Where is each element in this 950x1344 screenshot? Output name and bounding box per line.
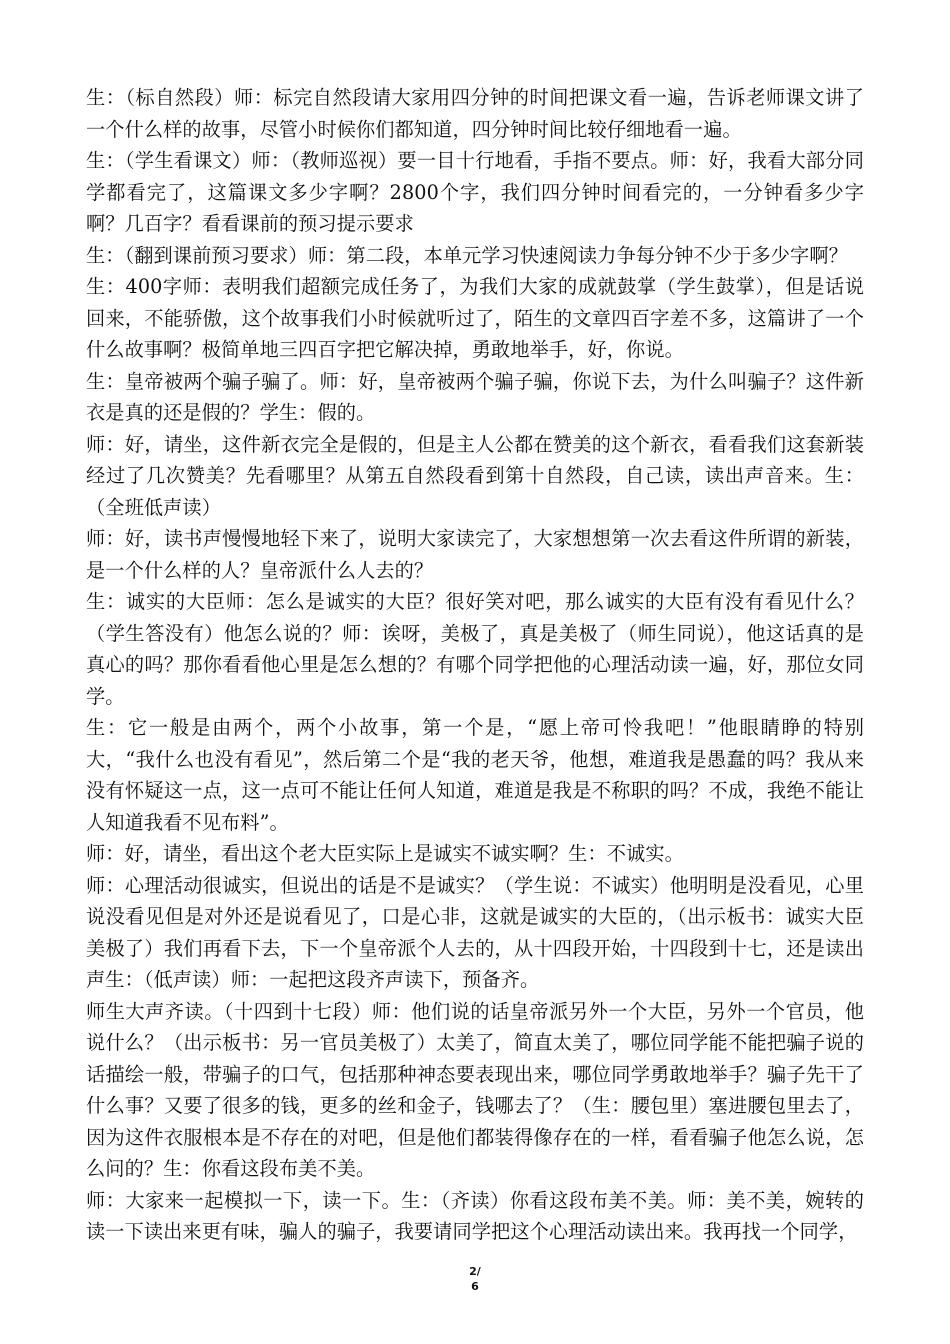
document-body [86, 82, 864, 1248]
paragraph-1: 生：（标自然段）师：标完自然段请大家用四分钟的时间把课文看一遍，告诉老师课文讲了一个什么样的故事，尽管小时候你们都知道，四分钟时间比较仔细地看一遍。 [86, 86, 864, 141]
paragraph-8: 生：诚实的大臣师：怎么是诚实的大臣？很好笑对吧，那么诚实的大臣有没有看见什么？（学生答没有）他怎么说的？师：诶呀，美极了，真是美极了（师生同说），他这话真的是真心的吗？那你看看他心里是怎么想的？有哪个同学把他的心理活动读一遍，好，那位女同学。 [86, 590, 864, 708]
paragraph-10: 师：好，请坐，看出这个老大臣实际上是诚实不诚实啊？生：不诚实。 [86, 842, 684, 865]
paragraph-4: 生：400字师：表明我们超额完成任务了，为我们大家的成就鼓掌（学生鼓掌），但是话说回来，不能骄傲，这个故事我们小时候就听过了，陌生的文章四百字差不多，这篇讲了一个什么故事啊？极简单地三四百字把它解决掉，勇敢地举手，好，你说。 [86, 275, 864, 361]
paragraph-9: 生：它一般是由两个，两个小故事，第一个是，“愿上帝可怜我吧！”他眼睛睁的特别大，“我什么也没有看见”，然后第二个是“我的老天爷，他想，难道我是愚蠢的吗？我从来没有怀疑这一点，这一点可不能让任何人知道，难道是我是不称职的吗？不成，我绝不能让人知道我看不见布料”。 [86, 716, 864, 834]
page-number [0, 1264, 950, 1294]
page-number-total: 6 [471, 1280, 479, 1293]
paragraph-5: 生：皇帝被两个骗子骗了。师：好，皇帝被两个骗子骗，你说下去，为什么叫骗子？这件新衣是真的还是假的？学生：假的。 [86, 369, 864, 424]
paragraph-6: 师：好，请坐，这件新衣完全是假的，但是主人公都在赞美的这个新衣，看看我们这套新装经过了几次赞美？先看哪里？从第五自然段看到第十自然段，自己读，读出声音来。生：（全班低声读） [86, 432, 864, 519]
paragraph-13: 师：大家来一起模拟一下，读一下。生：（齐读）你看这段布美不美。师：美不美，婉转的读一下读出来更有味，骗人的骗子，我要请同学把这个心理活动读出来。我再找一个同学， [86, 1188, 864, 1243]
page-number-current: 2/ [469, 1265, 481, 1278]
paragraph-7: 师：好，读书声慢慢地轻下来了，说明大家读完了，大家想想第一次去看这件所谓的新装，是一个什么样的人？皇帝派什么人去的？ [86, 527, 864, 582]
paragraph-2: 生：（学生看课文）师：（教师巡视）要一目十行地看，手指不要点。师：好，我看大部分同学都看完了，这篇课文多少字啊？2800个字，我们四分钟时间看完的，一分钟看多少字啊？几百字？看看课前的预习提示要求 [86, 149, 864, 235]
paragraph-12: 师生大声齐读。（十四到十七段）师：他们说的话皇帝派另外一个大臣，另外一个官员，他说什么？（出示板书：另一官员美极了）太美了，简直太美了，哪位同学能不能把骗子说的话描绘一般，带骗子的口气，包括那种神态要表现出来，哪位同学勇敢地举手？骗子先干了什么事？又要了很多的钱，更多的丝和金子，钱哪去了？（生：腰包里）塞进腰包里去了，因为这件衣服根本是不存在的对吧，但是他们都装得像存在的一样，看看骗子他怎么说，怎么问的？生：你看这段布美不美。 [86, 999, 864, 1180]
paragraph-3: 生：（翻到课前预习要求）师：第二段，本单元学习快速阅读力争每分钟不少于多少字啊？ [86, 243, 848, 267]
paragraph-11: 师：心理活动很诚实，但说出的话是不是诚实？（学生说：不诚实）他明明是没看见，心里说没看见但是对外还是说看见了，口是心非，这就是诚实的大臣的，（出示板书：诚实大臣美极了）我们再看下去，下一个皇帝派个人去的，从十四段开始，十四段到十七，还是读出声生：（低声读）师：一起把这段齐声读下，预备齐。 [86, 873, 864, 991]
